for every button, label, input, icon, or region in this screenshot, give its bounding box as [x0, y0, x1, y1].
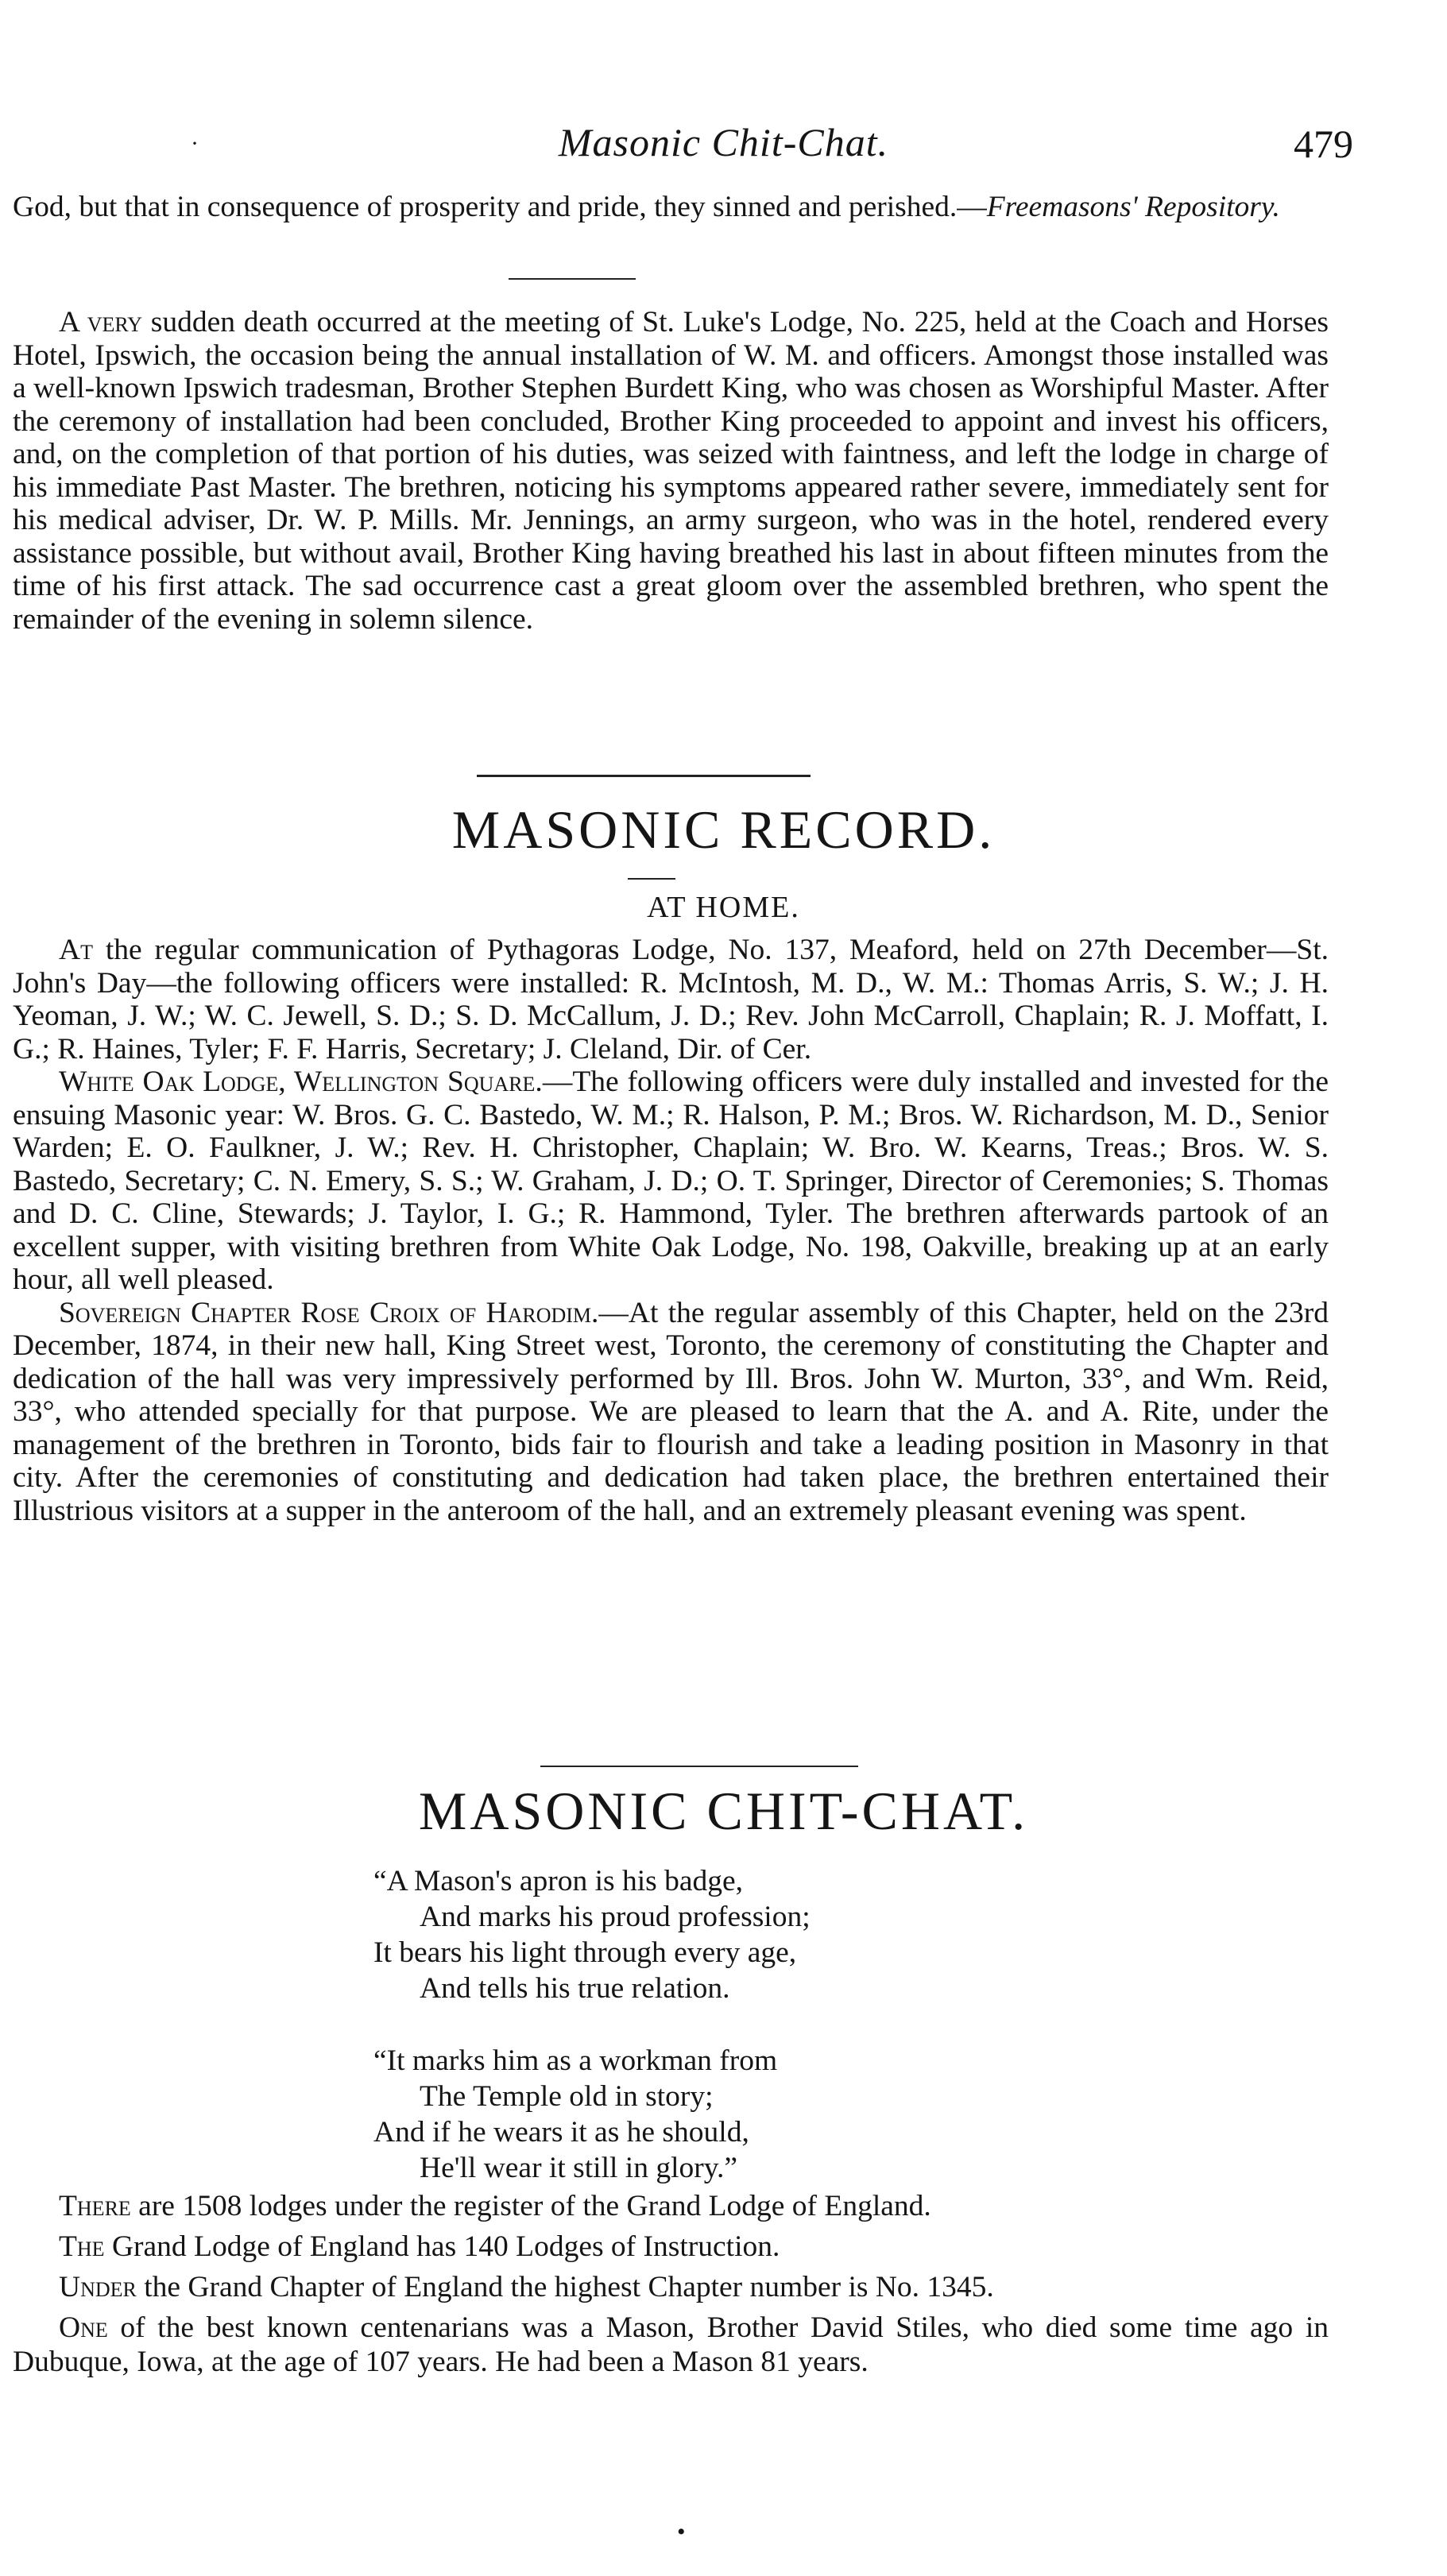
masonic-record-heading: MASONIC RECORD. — [451, 799, 996, 860]
at-home-subheading: AT HOME. — [647, 891, 800, 924]
death-notice-paragraph — [13, 306, 1329, 636]
continuation-paragraph — [13, 191, 1329, 224]
death-notice-lead: A very — [59, 306, 143, 338]
pythagoras-paragraph — [13, 934, 1329, 1066]
chit-chat-item: There are 1508 lodges under the register of the Grand Lodge of England. — [59, 2190, 931, 2222]
chit-chat-heading: MASONIC CHIT-CHAT. — [418, 1781, 1029, 1841]
chit-chat-item: Under the Grand Chapter of England the highest Chapter number is No. 1345. — [59, 2271, 994, 2303]
white-oak-text: —The following officers were duly installed and invested for the ensuing Masonic year: W. Bros. G. C. Bastedo, W. M.; R. Halson, P. M.; Bros. W. Richardson, M. D., Senior Warden; E. O. Faulkner, J. W.; Rev. H. Christopher, Chaplain; W. Bro. W. Kearns, Treas.; Bros. W. S. Bastedo, Secretary; C. N. Emery, S. S.; W. Graham, J. D.; O. T. Springer, Director of Ceremonies; S. Thomas and D. C. Cline, Stewards; J. Taylor, I. G.; R. Hammond, Tyler. The brethren afterwards partook of an excellent supper, with visiting brethren from White Oak Lodge, No. 198, Oakville, breaking up at an early hour, all well pleased. — [13, 1066, 1329, 1296]
chit-chat-item: The Grand Lodge of England has 140 Lodges of Instruction. — [59, 2230, 780, 2263]
poem-line: “It marks him as a workman from — [373, 2044, 778, 2077]
stray-dot: • — [677, 2519, 686, 2545]
poem-line: And if he wears it as he should, — [373, 2116, 749, 2149]
section-divider — [509, 278, 636, 280]
continuation-text: God, but that in consequence of prosperity and pride, they sinned and perished.— — [13, 191, 987, 223]
sovereign-text: —At the regular assembly of this Chapter, held on the 23rd December, 1874, in their new hall, King Street west, Toronto, the ceremony of constituting the Chapter and dedication of the hall was very impressively performed by Ill. Bros. John W. Murton, 33°, and Wm. Reid, 33°, who attended specially for that purpose. We are pleased to learn that the A. and A. Rite, under the management of the brethren in Toronto, bids fair to flourish and take a leading position in Masonry in that city. After the ceremonies of constituting and dedication had taken place, the brethren entertained their Illustrious visitors at a supper in the anteroom of the hall, and an extremely pleasant evening was spent. — [13, 1296, 1329, 1527]
section-rule — [477, 775, 811, 777]
poem-line: He'll wear it still in glory.” — [420, 2152, 738, 2184]
stray-dot: · — [191, 130, 199, 157]
white-oak-lead: White Oak Lodge, Wellington Square. — [59, 1066, 543, 1098]
heading-dash — [628, 878, 675, 880]
sovereign-paragraph — [13, 1297, 1329, 1528]
pythagoras-lead: At — [59, 934, 93, 966]
section-rule — [540, 1766, 858, 1767]
poem — [373, 1863, 1089, 2186]
chit-chat-items — [13, 2189, 1329, 2379]
page-number: 479 — [1294, 122, 1353, 166]
sovereign-lead: Sovereign Chapter Rose Croix of Harodim. — [59, 1296, 599, 1329]
chit-chat-item: One of the best known centenarians was a Mason, Brother David Stiles, who died some time ago in Dubuque, Iowa, at the age of 107 years. He had been a Mason 81 years. — [13, 2311, 1329, 2378]
white-oak-paragraph — [13, 1066, 1329, 1297]
poem-line: It bears his light through every age, — [373, 1936, 797, 1969]
poem-line: And tells his true relation. — [420, 1972, 730, 2005]
poem-line: And marks his proud profession; — [420, 1901, 811, 1933]
death-notice-text: sudden death occurred at the meeting of St. Luke's Lodge, No. 225, held at the Coach and Horses Hotel, Ipswich, the occasion being the annual installation of W. M. and officers. Amongst those installed was a well-known Ipswich tradesman, Brother Stephen Burdett King, who was chosen as Worshipful Master. After the ceremony of installation had been concluded, Brother King proceeded to appoint and invest his officers, and, on the completion of that portion of his duties, was seized with faintness, and left the lodge in charge of his immediate Past Master. The brethren, noticing his symptoms appeared rather severe, immediately sent for his medical adviser, Dr. W. P. Mills. Mr. Jennings, an army surgeon, who was in the hotel, rendered every assistance possible, but without avail, Brother King having breathed his last in about fifteen minutes from the time of his first attack. The sad occurrence cast a great gloom over the assembled brethren, who spent the remainder of the evening in solemn silence. — [13, 306, 1329, 636]
pythagoras-text: the regular communication of Pythagoras Lodge, No. 137, Meaford, held on 27th December—St. John's Day—the following officers were installed: R. McIntosh, M. D., W. M.: Thomas Arris, S. W.; J. H. Yeoman, J. W.; W. C. Jewell, S. D.; S. D. McCallum, J. D.; Rev. John McCarroll, Chaplain; R. J. Moffatt, I. G.; R. Haines, Tyler; F. F. Harris, Secretary; J. Cleland, Dir. of Cer. — [13, 934, 1329, 1066]
poem-line: The Temple old in story; — [420, 2080, 714, 2113]
poem-line: “A Mason's apron is his badge, — [373, 1865, 744, 1897]
running-head — [0, 119, 1447, 175]
masonic-record-body — [13, 934, 1329, 1527]
running-title: Masonic Chit-Chat. — [558, 120, 889, 164]
source-citation: Freemasons' Repository. — [986, 191, 1280, 223]
